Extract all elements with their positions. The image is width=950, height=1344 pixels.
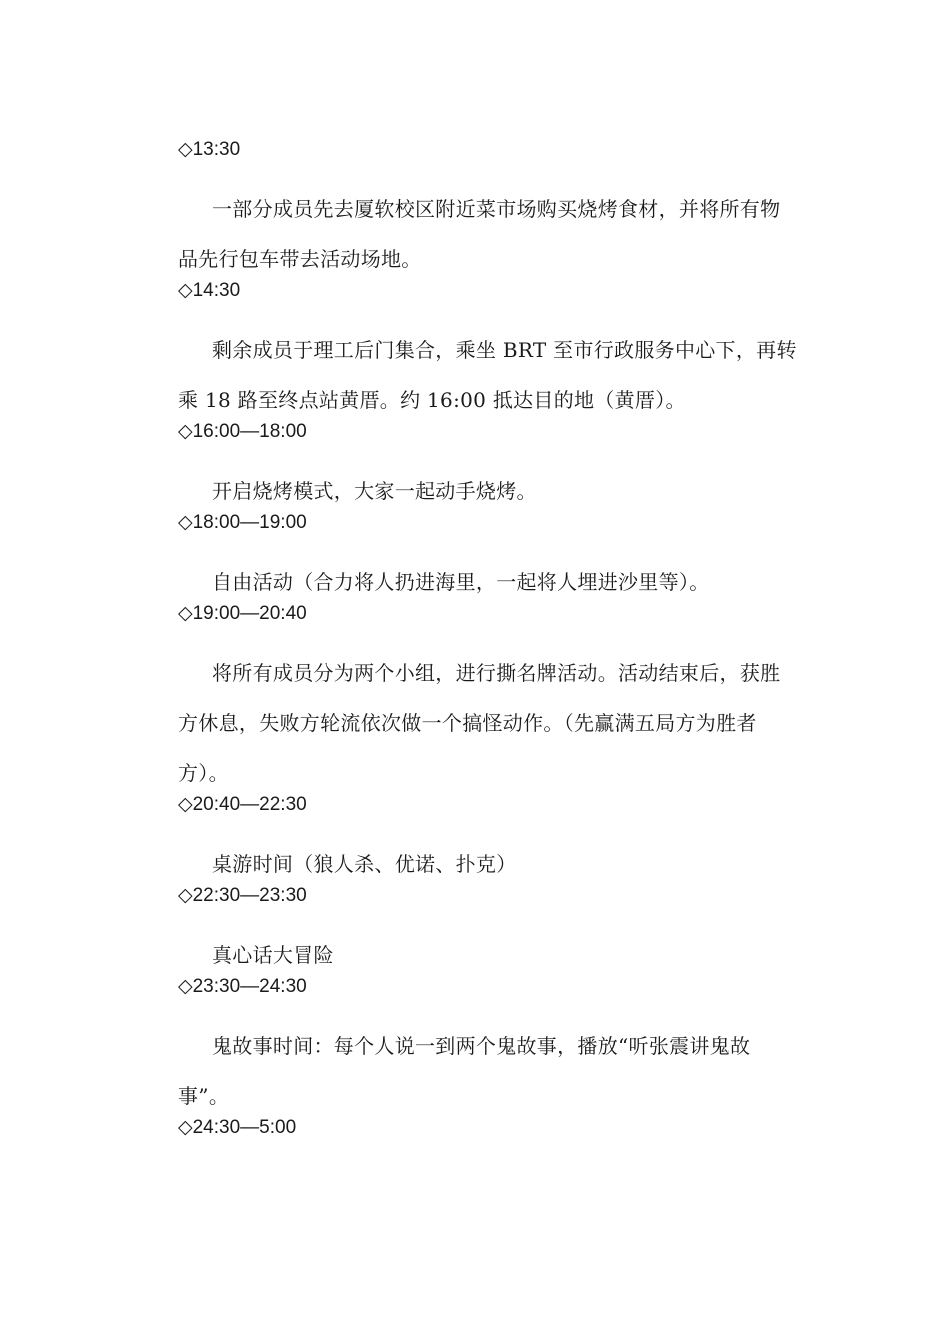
schedule-time-9: ◇24:30—5:00 (178, 1117, 297, 1138)
schedule-desc-1: 一部分成员先去厦软校区附近菜市场购买烧烤食材，并将所有物品先行包车带去活动场地。 (178, 197, 781, 271)
schedule-time-6: ◇20:40—22:30 (178, 794, 307, 815)
schedule-desc-4: 自由活动（合力将人扔进海里，一起将人埋进沙里等）。 (212, 570, 710, 594)
schedule-desc-8: 鬼故事时间：每个人说一到两个鬼故事，播放“听张震讲鬼故事”。 (178, 1034, 751, 1108)
schedule-desc-7: 真心话大冒险 (212, 943, 334, 967)
schedule-time-5: ◇19:00—20:40 (178, 603, 307, 624)
schedule-body (178, 134, 798, 1162)
schedule-time-3: ◇16:00—18:00 (178, 421, 307, 442)
schedule-desc-2: 剩余成员于理工后门集合，乘坐 BRT 至市行政服务中心下，再转乘 18 路至终点站黄厝。约 16:00 抵达目的地（黄厝）。 (178, 338, 797, 412)
schedule-desc-6: 桌游时间（狼人杀、优诺、扑克） (212, 852, 517, 876)
schedule-time-2: ◇14:30 (178, 280, 241, 301)
schedule-desc-3: 开启烧烤模式，大家一起动手烧烤。 (212, 479, 537, 503)
schedule-time-4: ◇18:00—19:00 (178, 512, 307, 533)
schedule-time-8: ◇23:30—24:30 (178, 976, 307, 997)
schedule-time-1: ◇13:30 (178, 139, 241, 160)
schedule-desc-5: 将所有成员分为两个小组，进行撕名牌活动。活动结束后，获胜方休息，失败方轮流依次做一个搞怪动作。（先赢满五局方为胜者方）。 (178, 661, 781, 785)
schedule-time-7: ◇22:30—23:30 (178, 885, 307, 906)
